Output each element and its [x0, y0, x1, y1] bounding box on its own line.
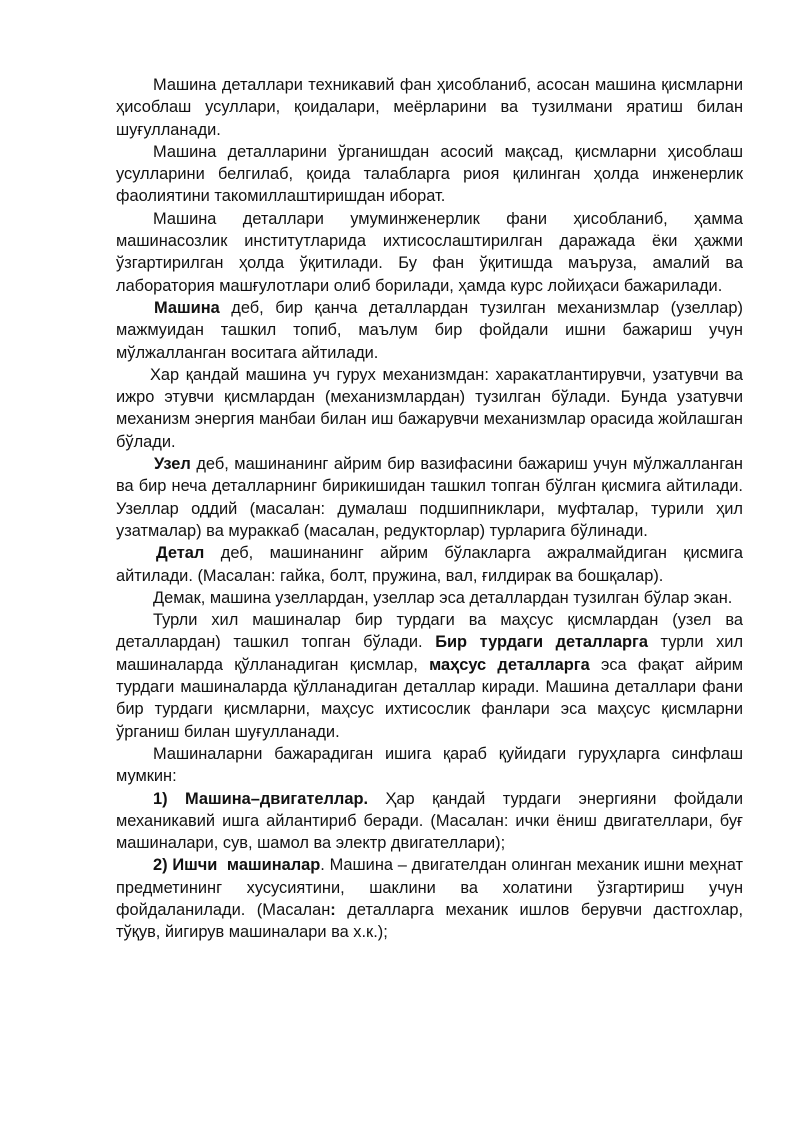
term-bold: 1) Машина–двигателлар.	[153, 789, 369, 808]
paragraph-classification	[116, 743, 743, 788]
text-run: деталларга механик ишлов берувчи дастгохлар, тўқув, йигирув машиналари ва х.к.);	[116, 900, 743, 942]
document-page	[116, 74, 743, 944]
paragraph-engines	[116, 788, 743, 855]
text-run: . Машина – двигателдан олинган механик ишни меҳнат предметининг хусусиятини, шаклини ва холатини ўзгартириш учун фойдаланилади. (Масалан	[116, 856, 743, 919]
term-bold: :	[330, 900, 336, 919]
text-run: Хар қандай машина уч гурух механизмдан: харакатлантирувчи, узатувчи ва ижро этувчи қисмлардан (механизмлардан) тузилган бўлади. Бунда узатувчи механизм энергия манбаи билан иш бажарувчи механизмлар орасида жойлашган бўлади.	[116, 365, 743, 451]
text-run: турли хил машиналарда қўлланадиган қисмлар,	[116, 633, 744, 674]
term-bold: маҳсус деталларга	[429, 655, 590, 674]
term-bold: Узел	[154, 455, 191, 474]
paragraph-part-definition	[116, 542, 743, 587]
text-run: Машина деталлари техникавий фан ҳисобланиб, асосан машина қисмларни ҳисоблаш усуллари, қоидалари, меёрларини ва тузилмани яратиш билан шуғулланади.	[116, 76, 743, 139]
term-bold: Бир турдаги деталларга	[435, 633, 648, 652]
text-run: деб, машинанинг айрим бўлакларга ажралмайдиган қисмига айтилади. (Масалан: гайка, болт, пружина, вал, ғилдирак ва бошқалар).	[116, 544, 743, 585]
paragraph-conclusion	[116, 587, 743, 609]
paragraph-part-types	[116, 609, 743, 743]
paragraph-mechanism-groups	[116, 364, 743, 453]
paragraph-intro	[116, 74, 743, 141]
term-bold: 2) Ишчи машиналар	[153, 856, 321, 875]
term-bold: Машина	[154, 298, 220, 317]
paragraph-working-machines	[116, 854, 743, 943]
text-run: Машиналарни бажарадиган ишига қараб қуйидаги гуруҳларга синфлаш мумкин:	[116, 744, 743, 786]
text-run: Турли хил машиналар бир турдаги ва маҳсус қисмлардан (узел ва деталлардан) ташкил топган бўлади.	[116, 611, 743, 652]
paragraph-goal	[116, 141, 743, 208]
paragraph-machine-definition	[116, 297, 743, 364]
text-run: эса фақат айрим турдаги машиналарда қўлланадиган деталлар киради. Машина деталлари фани бир турдаги қисмларни, маҳсус ихтисослик фанлари эса маҳсус қисмларни ўрганиш билан шуғулланади.	[116, 655, 743, 741]
text-run: деб, бир қанча деталлардан тузилган механизмлар (узеллар) мажмуидан ташкил топиб, маълум бир фойдали ишни бажариш учун мўлжалланган воситага айтилади.	[116, 298, 743, 362]
paragraph-curriculum	[116, 208, 743, 297]
text-run: Машина деталлари умуминженерлик фани ҳисобланиб, ҳамма машинасозлик институтларида ихтисослаштирилган даражада ёки ҳажми ўзгартирилган ҳолда ўқитилади. Бу фан ўқитишда маъруза, амалий ва лаборатория машғулотлари олиб борилади, ҳамда курс лойиҳаси бажарилади.	[116, 209, 743, 295]
text-run: Демак, машина узеллардан, узеллар эса деталлардан тузилган бўлар экан.	[153, 588, 733, 607]
paragraph-unit-definition	[116, 453, 743, 542]
text-run: Ҳар қандай турдаги энергияни фойдали механикавий ишга айлантириб беради. (Масалан: ички ёниш двигателлари, буғ машиналари, сув, шамол ва электр двигателлари);	[116, 789, 743, 853]
term-bold: Детал	[156, 544, 205, 563]
text-run: деб, машинанинг айрим бир вазифасини бажариш учун мўлжалланган ва бир неча деталларнинг бирикишидан ташкил топган бўлган қисмига айтилади. Узеллар оддий (масалан: думалаш подшипниклари, муфталар, турили ҳил узатмалар) ва мураккаб (масалан, редукторлар) турларига бўлинади.	[116, 455, 743, 540]
text-run: Машина деталларини ўрганишдан асосий мақсад, қисмларни ҳисоблаш усулларини белгилаб, қоида талабларга риоя қилинган ҳолда инженерлик фаолиятини такомиллаштиришдан иборат.	[116, 142, 743, 206]
